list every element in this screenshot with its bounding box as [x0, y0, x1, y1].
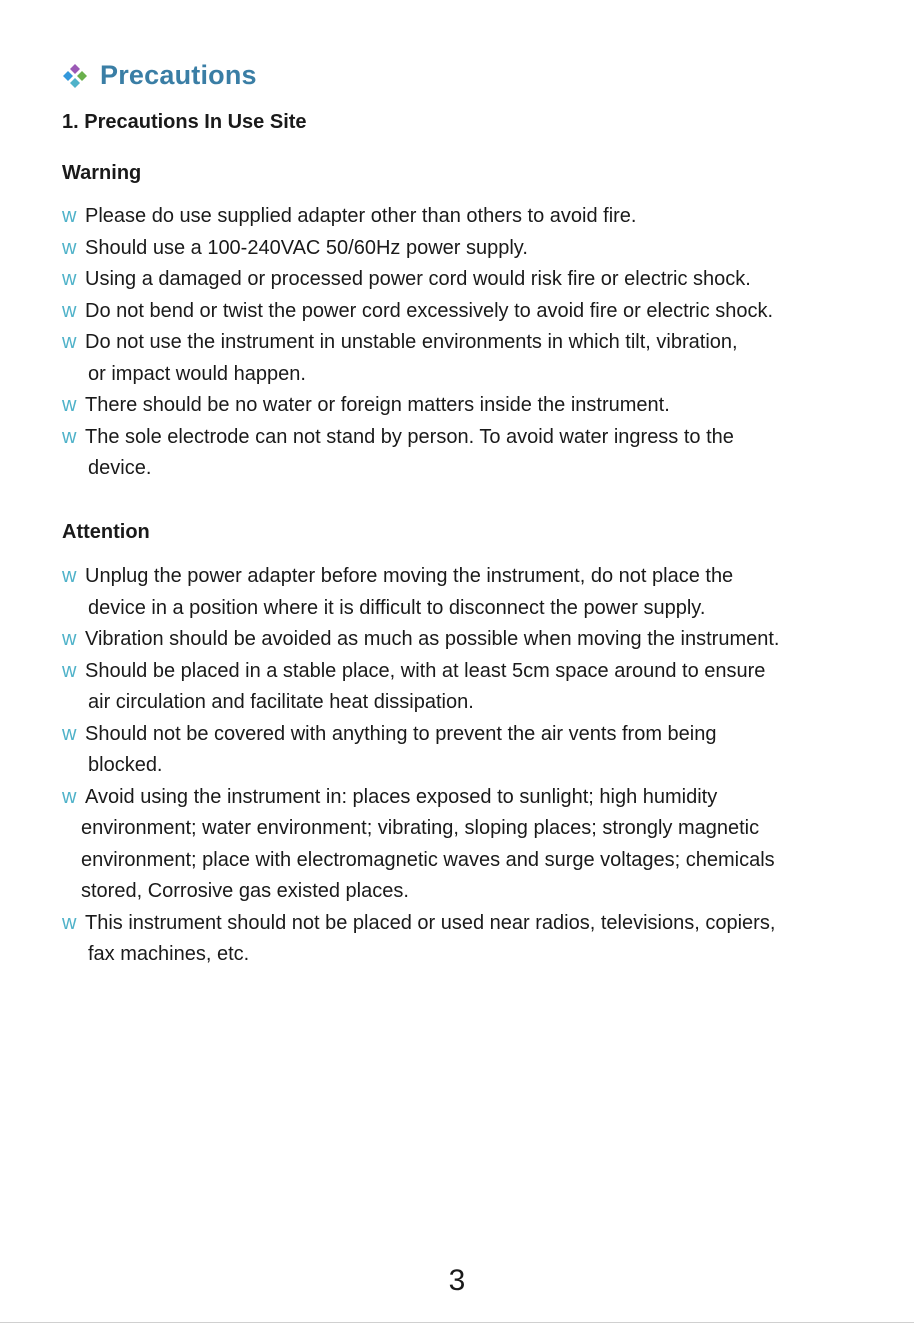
bullet-marker: w — [62, 722, 77, 745]
section-title: 1. Precautions In Use Site — [62, 111, 307, 133]
item-line: Vibration should be avoided as much as possible when moving the instrument. — [85, 628, 780, 650]
warning-heading: Warning — [62, 162, 142, 184]
page-bottom-rule — [0, 1322, 914, 1323]
attention-list — [62, 561, 862, 971]
list-item — [62, 201, 862, 233]
list-item — [62, 624, 862, 656]
item-line: Do not bend or twist the power cord excessively to avoid fire or electric shock. — [85, 299, 774, 322]
list-item — [62, 908, 862, 971]
item-line: Unplug the power adapter before moving the instrument, do not place the — [85, 565, 734, 587]
item-line-continued: stored, Corrosive gas existed places. — [81, 880, 409, 902]
bullet-marker: w — [62, 659, 77, 682]
bullet-marker: w — [62, 565, 77, 587]
list-item — [62, 390, 862, 422]
item-line-continued: device. — [88, 457, 152, 479]
attention-heading: Attention — [62, 521, 150, 543]
page-title: Precautions — [100, 60, 257, 90]
bullet-marker: w — [62, 268, 77, 290]
item-line-continued: blocked. — [88, 754, 163, 776]
item-line: Using a damaged or processed power cord would risk fire or electric shock. — [85, 268, 751, 290]
list-item — [62, 422, 862, 485]
list-item — [62, 327, 862, 390]
warning-list — [62, 201, 862, 485]
bullet-marker: w — [62, 394, 77, 416]
list-item — [62, 264, 862, 296]
item-line: This instrument should not be placed or used near radios, televisions, copiers, — [85, 911, 776, 934]
bullet-marker: w — [62, 628, 77, 650]
item-line: Do not use the instrument in unstable environments in which tilt, vibration, — [85, 331, 738, 353]
list-item — [62, 233, 862, 265]
bullet-marker: w — [62, 425, 77, 448]
page-number: 3 — [448, 1264, 466, 1297]
item-line-continued: device in a position where it is difficult to disconnect the power supply. — [88, 596, 706, 619]
list-item — [62, 782, 862, 908]
list-item — [62, 656, 862, 719]
diamond-cluster-icon — [62, 63, 88, 89]
item-line-continued: environment; water environment; vibrating, sloping places; strongly magnetic — [81, 817, 760, 839]
list-item — [62, 719, 862, 782]
bullet-marker: w — [62, 785, 77, 808]
item-line: There should be no water or foreign matters inside the instrument. — [85, 394, 670, 416]
item-line-continued: environment; place with electromagnetic waves and surge voltages; chemicals — [81, 848, 775, 871]
list-item — [62, 561, 862, 624]
bullet-marker: w — [62, 205, 77, 227]
item-line-continued: air circulation and facilitate heat dissipation. — [88, 691, 474, 713]
item-line: Avoid using the instrument in: places exposed to sunlight; high humidity — [85, 785, 718, 808]
item-line-continued: or impact would happen. — [88, 362, 306, 385]
page-header — [62, 60, 257, 91]
item-line: Should use a 100-240VAC 50/60Hz power supply. — [85, 236, 528, 259]
bullet-marker: w — [62, 331, 77, 353]
item-line-continued: fax machines, etc. — [88, 943, 250, 965]
list-item — [62, 296, 862, 328]
bullet-marker: w — [62, 911, 77, 934]
item-line: The sole electrode can not stand by person. To avoid water ingress to the — [85, 425, 734, 448]
item-line: Should not be covered with anything to prevent the air vents from being — [85, 722, 717, 745]
bullet-marker: w — [62, 236, 77, 259]
item-line: Please do use supplied adapter other than others to avoid fire. — [85, 205, 637, 227]
item-line: Should be placed in a stable place, with at least 5cm space around to ensure — [85, 659, 766, 682]
bullet-marker: w — [62, 299, 77, 322]
